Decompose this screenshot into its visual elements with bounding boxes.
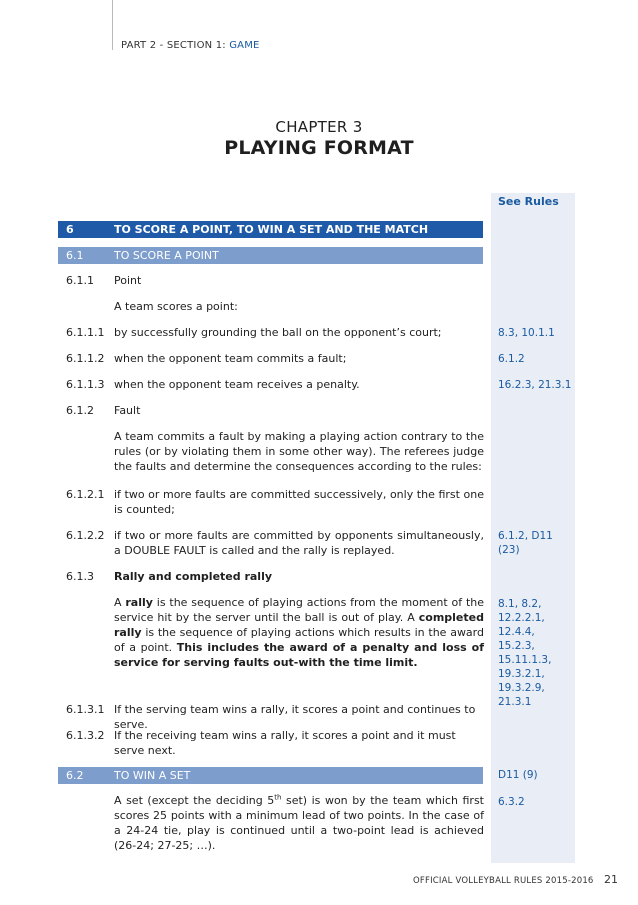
rule-number: 6.1.1.3 [66, 378, 105, 391]
text-span: A [114, 596, 126, 609]
rule-reference: 8.1, 8.2, [498, 598, 542, 610]
rule-number: 6.1.2.2 [66, 529, 105, 542]
rule-reference: 16.2.3, 21.3.1 [498, 379, 572, 391]
rule-text: If the serving team wins a rally, it scores a point and continues to serve. [114, 703, 476, 731]
rule-intro: A team scores a point: [114, 300, 238, 313]
bold-term-rally: rally [125, 596, 153, 609]
header-section: GAME [229, 40, 260, 51]
rule-number: 6.1.3.1 [66, 703, 105, 716]
header-part: PART 2 - SECTION 1: [121, 40, 226, 51]
bold-penalty-sentence: This includes the award of a penalty and loss of service for serving faults out-with the time limit. [114, 641, 484, 669]
rule-reference: 19.3.2.1, [498, 668, 545, 680]
section-number: 6 [66, 223, 74, 236]
rule-number: 6.1.3.2 [66, 729, 105, 742]
chapter-label: CHAPTER 3 [275, 118, 363, 136]
rule-heading: Point [114, 274, 142, 287]
rule-number: 6.1.2.1 [66, 488, 105, 501]
rule-heading: Rally and completed rally [114, 570, 273, 583]
rule-paragraph: A team commits a fault by making a playing action contrary to the rules (or by violating them in some other way). The referees judge the faults and determine the consequences according to the rules: [114, 430, 484, 473]
rule-reference: D11 (9) [498, 769, 538, 781]
see-rules-column [491, 193, 575, 863]
section-number: 6.2 [66, 769, 84, 782]
rule-reference: 6.1.2 [498, 353, 525, 365]
section-band-6 [58, 221, 483, 238]
section-band-6-2 [58, 767, 483, 784]
rule-text: if two or more faults are committed successively, only the first one is counted; [114, 488, 484, 516]
rule-number: 6.1.2 [66, 404, 94, 417]
section-title: TO SCORE A POINT, TO WIN A SET AND THE MATCH [114, 223, 429, 236]
win-set-paragraph [114, 793, 484, 853]
text-span: set) is won by the team which first scores 25 points with a minimum lead of two points. In the case of a 24-24 tie, play is continued until a two-point lead is achieved (26-24; 27-25; …). [114, 794, 484, 852]
section-number: 6.1 [66, 249, 84, 262]
see-rules-heading: See Rules [498, 195, 559, 208]
bold-term-completed-rally: completed rally [114, 611, 484, 639]
text-span: A set (except the deciding 5 [114, 794, 275, 807]
rule-number: 6.1.1 [66, 274, 94, 287]
section-title: TO WIN A SET [114, 769, 191, 782]
rule-reference: 15.11.1.3, [498, 654, 552, 666]
header-divider-line [112, 0, 113, 50]
rule-reference: 6.1.2, D11 (23) [498, 530, 553, 556]
footer-title: OFFICIAL VOLLEYBALL RULES 2015-2016 [413, 876, 594, 886]
rule-heading: Fault [114, 404, 141, 417]
rule-number: 6.1.1.2 [66, 352, 105, 365]
section-band-6-1 [58, 247, 483, 264]
rule-text: If the receiving team wins a rally, it scores a point and it must serve next. [114, 729, 456, 757]
superscript-th: th [274, 793, 282, 802]
rule-text: if two or more faults are committed by opponents simultaneously, a DOUBLE FAULT is called and the rally is replayed. [114, 529, 484, 557]
rule-text: when the opponent team commits a fault; [114, 352, 347, 365]
rule-reference: 12.2.2.1, 12.4.4, [498, 612, 545, 638]
page-number: 21 [604, 873, 618, 886]
text-span: is the sequence of playing actions which results in the award of a point. [114, 626, 484, 654]
rule-text: by successfully grounding the ball on the opponent’s court; [114, 326, 442, 339]
rule-reference: 6.3.2 [498, 796, 525, 808]
rule-text: when the opponent team receives a penalty. [114, 378, 360, 391]
section-title: TO SCORE A POINT [114, 249, 219, 262]
rule-reference: 15.2.3, [498, 640, 535, 652]
running-header [121, 40, 260, 51]
rule-reference: 8.3, 10.1.1 [498, 327, 555, 339]
chapter-title: PLAYING FORMAT [224, 137, 414, 159]
rule-number: 6.1.1.1 [66, 326, 105, 339]
rule-number: 6.1.3 [66, 570, 94, 583]
text-span: is the sequence of playing actions from the moment of the service hit by the server until the ball is out of play. A [114, 596, 484, 624]
rule-reference-list [498, 597, 574, 709]
rule-reference: 19.3.2.9, [498, 682, 545, 694]
rule-reference: 21.3.1 [498, 696, 532, 708]
rally-definition-paragraph [114, 595, 484, 670]
